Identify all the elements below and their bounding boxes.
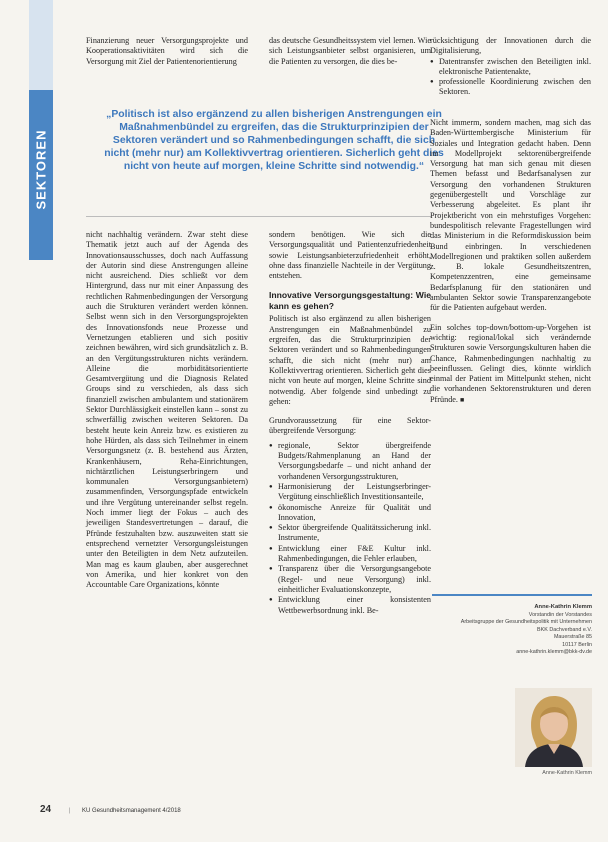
- author-email[interactable]: anne-kathrin.klemm@bkk-dv.de: [516, 649, 592, 655]
- list-item: ● Entwicklung einer konsistenten Wettbewerbsordnung inkl. Be-: [269, 595, 431, 616]
- column-2-paragraph-3: Grundvoraussetzung für eine Sektor-übergreifende Versorgung:: [269, 416, 431, 436]
- section-label: SEKTOREN: [33, 129, 49, 210]
- list-item: ● regionale, Sektor übergreifende Budgets/Rahmenplanung an Hand der Versorgungsbedarfe – und nicht anhand der vorhandenen Versorgungsstrukturen,: [269, 441, 431, 482]
- top-column-1-text: Finanzierung neuer Versorgungsprojekte und Kooperationsaktivitäten wird sich die Versorgung mit Ziel der Patientenorientierung: [86, 36, 248, 66]
- author-city: 10117 Berlin: [562, 641, 592, 648]
- column-3-paragraph-1: Nicht immerm, sondern machen, mag sich das Baden-Württembergische Ministerium für Soziales und Integration gedacht haben. Denn im Modellprojekt sektorenübergreifende Versorgung hat man sich genau mit diesen Themen befasst und Bedarfsanalysen zur Versorgung den vorhandenen Strukturen gegenübergestellt und Vorschläge zur Verbesserung abgeleitet. Es plant ihr Projektbericht von ein mehrstufiges Vorgehen: bundespolitisch relevante Fragestellungen wird das Ministerium in die Reformdiskussion beim Bund einbringen. In verschiedenen Modellregionen und praktiken sollen außerdem z. B. lokale Gesundheitszentren, Kompetenzzentren, eine gemeinsame Bedarfsplanung für den stationären und ambulanten Sektor sowie Transparenzangebote für die Patienten aufgebaut werden.: [430, 118, 591, 313]
- top-column-1: [86, 36, 248, 67]
- author-street: Mauerstraße 85: [553, 634, 592, 640]
- author-org-2: BKK Dachverband e.V.: [537, 626, 592, 633]
- page-number: 24: [40, 804, 52, 815]
- list-item: ● Entwicklung einer F&E Kultur inkl. Rahmenbedingungen, die Fehler erlauben,: [269, 544, 431, 565]
- list-item: ● Sektor übergreifende Qualitätssicherung inkl. Instrumente,: [269, 523, 431, 544]
- top-column-3: [430, 36, 591, 98]
- top-column-3-list: [430, 57, 591, 98]
- column-3: [430, 118, 591, 406]
- sidebar-tab-top: [29, 0, 53, 90]
- column-3-paragraph-2: [430, 323, 591, 406]
- top-column-3-intro: rücksichtigung der Innovationen durch die Digitalisierung,: [430, 36, 591, 56]
- column-2-paragraph-2: Politisch ist also ergänzend zu allen bisherigen Anstrengungen ein Maßnahmenbündel zu ergreifen, das die Strukturprinzipien der Sektoren verändert und so Rahmenbedingungen schafft, die sich nicht (mehr nur) am Kollektivvertrag orientieren. Sicherlich geht dies nicht von heute auf morgen, kleine Schritte sind notwendig. Aber folgende sind unbedingt zu gehen:: [269, 314, 431, 406]
- column-1-body: nicht nachhaltig verändern. Zwar steht diese Thematik jetzt auch auf der Agenda des Innovationsausschusses, doch nach Auffassung der Autorin sind diese Anstrengungen alleine nicht ausreichend. Dies schließt vor dem Hintergrund, dass nur mit einer Anpassung des rechtlichen Rahmenbedingungen der Versorgung auch die Strukturen verändert werden können. Selbst wenn sich in den Versorgungsprojekten des Innovationsfonds neue Prozesse und Vernetzungen etablieren und sich positiv zeichnen bewähren, wird sich grundsätzlich z. B. an den Vergütungsstrukturen nichts verändern. Alleine die morbiditätsorientierte Gesamtvergütung und die Diagnosis Related Groups sind zu verschieden, als dass sich finanziell zwischen ambulantem und stationärem Sektor Durchlässigkeit einstellen kann – sonst zu schwerfällig zwischen weiteren Sektoren. Da besteht heute kein Anreiz bzw. es existieren zu hohe Hürden, als dass sich Teilnehmer in einem Versorgungsnetz (z. B. bestehend aus Ärzten, Krankenhäusern, Reha-Einrichtungen, nichtärztlichen Leistungserbringern und kommunalen Versorgungsanbietern) zusammenfinden, Versorgungspfade entwickeln und ihre Vergütung untereinander selbst regeln. Noch immer liegt der Fokus – auch des jeweiligen Standesvertretungen – darauf, die Pfründe festzuhalten bzw. auszuweiten statt sie entsprechend vernetzter Versorgungsleistungen unter den Beteiligten in dem Netz aufzuteilen. Man mag es kaum glauben, aber ausgerechnet von Amerika, und hier konkret von den Accountable Care Organizations, könnte: [86, 230, 248, 590]
- list-item: ● Harmonisierung der Leistungserbringer-Vergütung einschließlich Investitionsanteile,: [269, 482, 431, 503]
- column-2-paragraph-1: sondern benötigen. Wie sich die Versorgungsqualität und Patientenzufriedenheit sowie Leistungsanbieterzufriedenheit erhöht, ohne dass finanzielle Nachteile in der Vergütung entstehen.: [269, 230, 431, 281]
- column-1: [86, 230, 248, 590]
- requirements-list: [269, 441, 431, 616]
- photo-caption: Anne-Kathrin Klemm: [542, 770, 592, 776]
- top-column-2-text: das deutsche Gesundheitssystem viel lernen. Wie sich Leistungsanbieter selbst organisieren, um die Patienten zu versorgen, die dies be-: [269, 36, 431, 66]
- pull-quote: „Politisch ist also ergänzend zu allen bisherigen Anstrengungen ein Maßnahmenbündel zu ergreifen, das die Strukturprinzipien der Sektoren verändert und so Rahmenbedingungen schafft, die sich nicht (mehr nur) am Kollektivvertrag orientieren. Sicherlich geht dies nicht von heute auf morgen, kleine Schritte sind notwendig.“: [104, 109, 444, 172]
- list-item: ● Transparenz über die Versorgungsangebote (Regel- und neue Versorgung) inkl. einheitlicher Evaluationskonzepte,: [269, 564, 431, 595]
- quote-divider: [86, 216, 431, 217]
- column-2: [269, 230, 431, 616]
- page-footer: [40, 804, 181, 815]
- author-name: Anne-Kathrin Klemm: [534, 604, 592, 610]
- section-heading: Innovative Versorgungsgestaltung: Wie kann es gehen?: [269, 290, 431, 311]
- publication-name: KU Gesundheitsmanagement 4/2018: [82, 808, 181, 814]
- list-item: ● Datentransfer zwischen den Beteiligten inkl. elektronische Patientenakte,: [430, 57, 591, 78]
- footer-separator: |: [68, 808, 71, 814]
- author-photo: [515, 688, 592, 767]
- author-divider: [432, 594, 592, 596]
- author-role: Vorstandin der Vorstandes: [528, 611, 592, 618]
- end-mark: ■: [460, 396, 465, 404]
- list-item: ● professionelle Koordinierung zwischen den Sektoren.: [430, 77, 591, 98]
- top-column-2: [269, 36, 431, 67]
- author-box: [432, 604, 592, 657]
- author-portrait-icon: [515, 688, 592, 767]
- column-3-paragraph-2-text: Ein solches top-down/bottom-up-Vorgehen ist wichtig: regional/lokal sich verändernde Strukturen sowie Versorgungskulturen haben die Chance, Rahmenbedingungen nachhaltig zu beeinflussen. Gelingt dies, könnte wirklich einmal der Patient im Mittelpunkt stehen, nicht die vorhandenen Sektorenstrukturen und deren Pfründe.: [430, 322, 591, 404]
- author-org: Arbeitsgruppe der Gesundheitspolitik mit Unternehmen: [460, 619, 592, 625]
- list-item: ● ökonomische Anreize für Qualität und Innovation,: [269, 503, 431, 524]
